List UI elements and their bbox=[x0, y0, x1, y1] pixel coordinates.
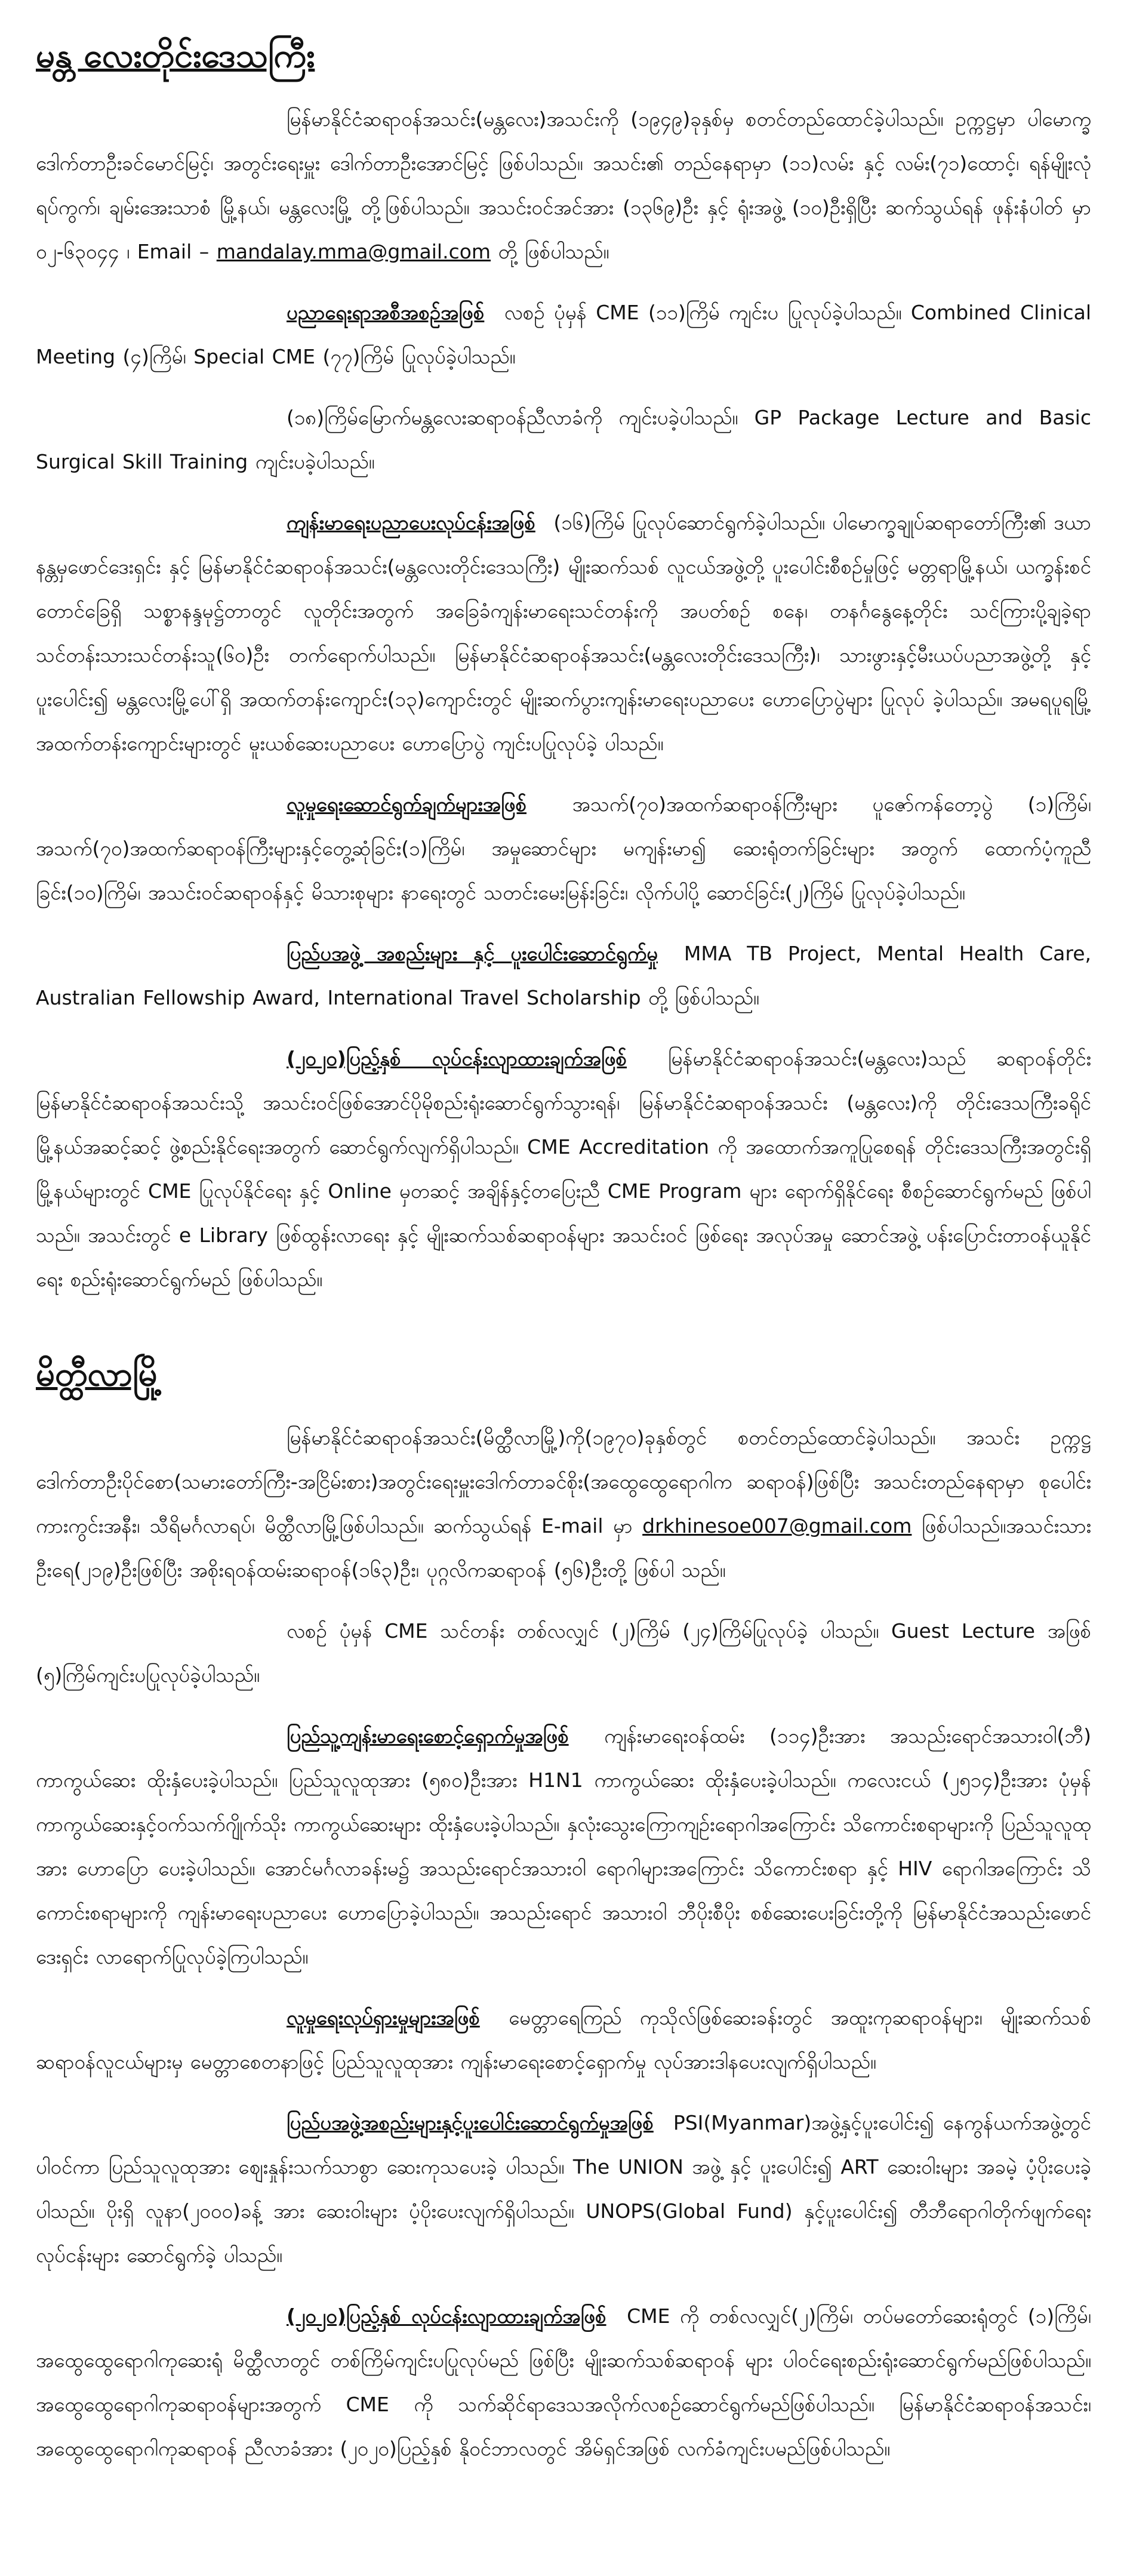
meiktila-social-lead: လူမှုရေးလုပ်ရှားမှုများအဖြစ် bbox=[287, 2006, 480, 2030]
meiktila-partners-lead: ပြည်ပအဖွဲ့အစည်းများနှင့်ပူးပေါင်းဆောင်ရွက်မှုအဖြစ် bbox=[287, 2111, 654, 2135]
mandalay-social-text: အသက်(၇၀)အထက်ဆရာဝန်ကြီးများ ပူဇော်ကန်တော့ပွဲ (၁)ကြိမ်၊ အသက်(၇၀)အထက်ဆရာဝန်ကြီးများနှင့်တွေ့ဆုံခြင်း(၁)ကြိမ်၊ အမှုဆောင်များ မကျန်းမာ၍ ဆေးရုံတက်ခြင်းများ အတွက် ထောက်ပံ့ကူညီခြင်း(၁၀)ကြိမ်၊ အသင်းဝင်ဆရာဝန်နှင့် မိသားစုများ နာရေးတွင် သတင်းမေးမြန်းခြင်း၊ လိုက်ပါပို့ ဆောင်ခြင်း(၂)ကြိမ် ပြုလုပ်ခဲ့ပါသည်။ bbox=[36, 793, 1091, 905]
meiktila-public-health-text: ကျန်းမာရေးဝန်ထမ်း (၁၁၄)ဦးအား အသည်းရောင်အသားဝါ(ဘီ) ကာကွယ်ဆေး ထိုးနှံပေးခဲ့ပါသည်။ ပြည်သူလူထုအား (၅၈၀)ဦးအား H1N1 ကာကွယ်ဆေး ထိုးနှံပေးခဲ့ပါသည်။ ကလေးငယ် (၂၅၁၄)ဦးအား ပုံမှန်ကာကွယ်ဆေးနှင့်ဝက်သက်ဂျိုက်သိုး ကာကွယ်ဆေးများ ထိုးနှံပေးခဲ့ပါသည်။ နှလုံးသွေးကြောကျဉ်းရောဂါအကြောင်း သိကောင်းစရာများကို ပြည်သူလူထုအား ဟောပြော ပေးခဲ့ပါသည်။ အောင်မင်္ဂလာခန်းမ၌ အသည်းရောင်အသားဝါ ရောဂါများအကြောင်း သိကောင်းစရာ နှင့် HIV ရောဂါအကြောင်း သိကောင်းစရာများကို ကျန်းမာရေးပညာပေး ဟောပြောခဲ့ပါသည်။ အသည်းရောင် အသားဝါ ဘီပိုးစီပိုး စစ်ဆေးပေးခြင်းတို့ကို မြန်မာနိုင်ငံအသည်းဖောင်ဒေးရှင်း လာရောက်ပြုလုပ်ခဲ့ကြပါသည်။ bbox=[36, 1724, 1091, 1969]
meiktila-intro-paragraph bbox=[36, 1416, 1091, 1592]
mandalay-partners-text: MMA TB Project, Mental Health Care, Australian Fellowship Award, International Travel Scholarship တို့ ဖြစ်ပါသည်။ bbox=[36, 942, 1091, 1010]
meiktila-education-text: လစဉ် ပုံမှန် CME သင်တန်း တစ်လလျှင် (၂)ကြိမ် (၂၄)ကြိမ်ပြုလုပ်ခဲ့ ပါသည်။ Guest Lecture အဖြစ် (၅)ကြိမ်ကျင်းပပြုလုပ်ခဲ့ပါသည်။ bbox=[36, 1619, 1091, 1687]
meiktila-email: drkhinesoe007@gmail.com bbox=[642, 1514, 912, 1538]
meiktila-social-text: မေတ္တာရေကြည် ကုသိုလ်ဖြစ်ဆေးခန်းတွင် အထူးကုဆရာဝန်များ၊ မျိုးဆက်သစ်ဆရာဝန်လူငယ်များမှ မေတ္တာစေတနာဖြင့် ပြည်သူလူထုအား ကျန်းမာရေးစောင့်ရှောက်မှု လုပ်အားဒါနပေးလျက်ရှိပါသည်။ bbox=[36, 2006, 1091, 2074]
meiktila-partners-paragraph bbox=[36, 2101, 1091, 2278]
mandalay-partners-lead: ပြည်ပအဖွဲ့ အစည်းများ နှင့် ပူးပေါင်းဆောင်ရွက်မှု bbox=[287, 942, 658, 966]
mandalay-health-text: (၁၆)ကြိမ် ပြုလုပ်ဆောင်ရွက်ခဲ့ပါသည်။ ပါမောက္ခချုပ်ဆရာတော်ကြီး၏ ဒယာနန္တမှဖောင်ဒေးရှင်း နှင့် မြန်မာနိုင်ငံဆရာဝန်အသင်း(မန္တလေးတိုင်းဒေသကြီး) မျိုးဆက်သစ် လူငယ်အဖွဲ့တို့ ပူးပေါင်းစီစဉ်မှုဖြင့် မတ္တရာမြို့နယ်၊ ယက္ခန်းစင်တောင်ခြေရှိ သစ္စာနန္ဒမုဋ္ဌ်တာတွင် လူတိုင်းအတွက် အခြေခံကျန်းမာရေးသင်တန်းကို အပတ်စဉ် စနေ၊ တနင်္ဂနွေနေ့တိုင်း သင်ကြားပို့ချခဲ့ရာ သင်တန်းသားသင်တန်းသူ(၆၀)ဦး တက်ရောက်ပါသည်။ မြန်မာနိုင်ငံဆရာဝန်အသင်း(မန္တလေးတိုင်းဒေသကြီး)၊ သားဖွားနှင့်မီးယပ်ပညာအဖွဲ့တို့ နှင့်ပူးပေါင်း၍ မန္တလေးမြို့ပေါ်ရှိ အထက်တန်းကျောင်း(၁၃)ကျောင်းတွင် မျိုးဆက်ပွားကျန်းမာရေးပညာပေး ဟောပြောပွဲများ ပြုလုပ် ခဲ့ပါသည်။ အမရပူရမြို့ အထက်တန်းကျောင်းများတွင် မူးယစ်ဆေးပညာပေး ဟောပြောပွဲ ကျင်းပပြုလုပ်ခဲ့ ပါသည်။ bbox=[36, 511, 1091, 756]
mandalay-intro-text: မြန်မာနိုင်ငံဆရာဝန်အသင်း(မန္တလေး)အသင်းကို (၁၉၄၉)ခုနှစ်မှ စတင်တည်ထောင်ခဲ့ပါသည်။ ဥက္ကဋ္ဌမှာ ပါမောက္ခဒေါက်တာဦးခင်မောင်မြင့်၊ အတွင်းရေးမှူး ဒေါက်တာဦးအောင်မြင့် ဖြစ်ပါသည်။ အသင်း၏ တည်နေရာမှာ (၁၁)လမ်း နှင့် လမ်း(၇၁)ထောင့်၊ ရန်မျိုးလုံရပ်ကွက်၊ ချမ်းအေးသာစံ မြို့နယ်၊ မန္တလေးမြို့ တို့ဖြစ်ပါသည်။ အသင်းဝင်အင်အား (၁၃၆၉)ဦး နှင့် ရုံးအဖွဲ့ (၁၀)ဦးရှိပြီး ဆက်သွယ်ရန် ဖုန်းနံပါတ် မှာ ၀၂-၆၃၀၄၄ ၊ Email – bbox=[36, 107, 1091, 264]
mandalay-health-lead: ကျန်းမာရေးပညာပေးလုပ်ငန်းအဖြစ် bbox=[287, 511, 535, 535]
mandalay-education-paragraph bbox=[36, 291, 1091, 379]
mandalay-intro-paragraph bbox=[36, 97, 1091, 274]
meiktila-intro-tail: ဖြစ်ပါသည်။အသင်းသားဦးရေ(၂၁၉)ဦးဖြစ်ပြီး အစိုးရဝန်ထမ်းဆရာဝန်(၁၆၃)ဦး၊ ပုဂ္ဂလိကဆရာဝန် (၅၆)ဦးတို့ ဖြစ်ပါ သည်။ bbox=[36, 1514, 1091, 1582]
meiktila-social-paragraph bbox=[36, 1996, 1091, 2084]
mandalay-intro-tail: တို့ ဖြစ်ပါသည်။ bbox=[498, 240, 609, 264]
meiktila-intro-text: မြန်မာနိုင်ငံဆရာဝန်အသင်း(မိတ္ထီလာမြို့)ကို(၁၉၇၀)ခုနှစ်တွင် စတင်တည်ထောင်ခဲ့ပါသည်။ အသင်း ဥက္ကဋ္ဌ ဒေါက်တာဦးပိုင်စော(သမားတော်ကြီး-အငြိမ်းစား)အတွင်းရေးမှူးဒေါက်တာခင်စိုး(အထွေထွေရောဂါက ဆရာဝန်)ဖြစ်ပြီး အသင်းတည်နေရာမှာ စုပေါင်းကားကွင်းအနီး၊ သီရိမင်္ဂလာရပ်၊ မိတ္ထီလာမြို့ဖြစ်ပါသည်။ ဆက်သွယ်ရန် E-mail မှာ bbox=[36, 1426, 1091, 1538]
meiktila-education-paragraph bbox=[36, 1609, 1091, 1697]
meiktila-plan-text: CME ကို တစ်လလျှင်(၂)ကြိမ်၊ တပ်မတော်ဆေးရုံတွင် (၁)ကြိမ်၊ အထွေထွေရောဂါကုဆေးရုံ မိတ္ထီလာတွင် တစ်ကြိမ်ကျင်းပပြုလုပ်မည် ဖြစ်ပြီး မျိုးဆက်သစ်ဆရာဝန် များ ပါဝင်ရေးစည်းရုံးဆောင်ရွက်မည်ဖြစ်ပါသည်။ အထွေထွေရောဂါကုဆရာဝန်များအတွက် CME ကို သက်ဆိုင်ရာဒေသအလိုက်လစဉ်ဆောင်ရွက်မည်ဖြစ်ပါသည်။ မြန်မာနိုင်ငံဆရာဝန်အသင်း၊ အထွေထွေရောဂါကုဆရာဝန် ညီလာခံအား (၂၀၂၀)ပြည့်နှစ် နိုဝင်ဘာလတွင် အိမ်ရှင်အဖြစ် လက်ခံကျင်းပမည်ဖြစ်ပါသည်။ bbox=[36, 2304, 1092, 2461]
meiktila-plan-lead: (၂၀၂၀)ပြည့်နှစ် လုပ်ငန်းလျာထားချက်အဖြစ် bbox=[287, 2304, 606, 2328]
mandalay-email: mandalay.mma@gmail.com bbox=[216, 240, 491, 264]
meiktila-section bbox=[36, 1354, 1091, 2471]
mandalay-section bbox=[36, 36, 1091, 1302]
meiktila-plan-paragraph bbox=[36, 2294, 1091, 2471]
meiktila-partners-text: PSI(Myanmar)အဖွဲ့နှင့်ပူးပေါင်း၍ နေကွန်ယက်အဖွဲ့တွင် ပါဝင်ကာ ပြည်သူလူထုအား ဈေးနှုန်းသက်သာစွာ ဆေးကုသပေးခဲ့ ပါသည်။ The UNION အဖွဲ့ နှင့် ပူးပေါင်း၍ ART ဆေးဝါးများ အခမဲ့ ပံ့ပိုးပေးခဲ့ ပါသည်။ ပိုးရှိ လူနာ(၂၀၀၀)ခန့် အား ဆေးဝါးများ ပံ့ပိုးပေးလျက်ရှိပါသည်။ UNOPS(Global Fund) နှင့်ပူးပေါင်း၍ တီဘီရောဂါတိုက်ဖျက်ရေးလုပ်ငန်းများ ဆောင်ရွက်ခဲ့ ပါသည်။ bbox=[36, 2111, 1091, 2267]
mandalay-education-lead: ပညာရေးရာအစီအစဉ်အဖြစ် bbox=[287, 301, 485, 325]
mandalay-education-text-2: (၁၈)ကြိမ်မြောက်မန္တလေးဆရာဝန်ညီလာခံကို ကျင်းပခဲ့ပါသည်။ GP Package Lecture and Basic Surgical Skill Training ကျင်းပခဲ့ပါသည်။ bbox=[36, 406, 1091, 474]
mandalay-plan-text: မြန်မာနိုင်ငံဆရာဝန်အသင်း(မန္တလေး)သည် ဆရာဝန်တိုင်းမြန်မာနိုင်ငံဆရာဝန်အသင်းသို့ အသင်းဝင်ဖြစ်အောင်ပိုမိုစည်းရုံးဆောင်ရွက်သွားရန်၊ မြန်မာနိုင်ငံဆရာဝန်အသင်း (မန္တလေး)ကို တိုင်းဒေသကြီးခရိုင်မြို့နယ်အဆင့်ဆင့် ဖွဲ့စည်းနိုင်ရေးအတွက် ဆောင်ရွက်လျက်ရှိပါသည်။ CME Accreditation ကို အထောက်အကူပြုစေရန် တိုင်းဒေသကြီးအတွင်းရှိ မြို့နယ်များတွင် CME ပြုလုပ်နိုင်ရေး နှင့် Online မှတဆင့် အချိန်နှင့်တပြေးညီ CME Program များ ရောက်ရှိနိုင်ရေး စီစဉ်ဆောင်ရွက်မည် ဖြစ်ပါ သည်။ အသင်းတွင် e Library ဖြစ်ထွန်းလာရေး နှင့် မျိုးဆက်သစ်ဆရာဝန်များ အသင်းဝင် ဖြစ်ရေး အလုပ်အမှု ဆောင်အဖွဲ့ ပန်းပြောင်းတာဝန်ယူနိုင်ရေး စည်းရုံးဆောင်ရွက်မည် ဖြစ်ပါသည်။ bbox=[36, 1047, 1091, 1292]
mandalay-partners-paragraph bbox=[36, 932, 1091, 1020]
meiktila-heading: မိတ္ထီလာမြို့ bbox=[36, 1355, 163, 1394]
mandalay-social-lead: လူမှုရေးဆောင်ရွက်ချက်များအဖြစ် bbox=[287, 793, 527, 816]
mandalay-health-paragraph bbox=[36, 501, 1091, 766]
mandalay-plan-paragraph bbox=[36, 1037, 1091, 1302]
mandalay-education-text: လစဉ် ပုံမှန် CME (၁၁)ကြိမ် ကျင်းပ ပြုလုပ်ခဲ့ပါသည်။ Combined Clinical Meeting (၄)ကြိမ်၊ Special CME (၇၇)ကြိမ် ပြုလုပ်ခဲ့ပါသည်။ bbox=[36, 301, 1091, 369]
meiktila-public-health-paragraph bbox=[36, 1714, 1091, 1979]
mandalay-heading: မန္တ လေးတိုင်းဒေသကြီး bbox=[36, 36, 315, 75]
mandalay-plan-lead: (၂၀၂၀)ပြည့်နှစ် လုပ်ငန်းလျာထားချက်အဖြစ် bbox=[287, 1047, 627, 1071]
mandalay-social-paragraph bbox=[36, 782, 1091, 915]
meiktila-public-health-lead: ပြည်သူ့ကျန်းမာရေးစောင့်ရှောက်မှုအဖြစ် bbox=[287, 1724, 569, 1748]
mandalay-education-paragraph-2 bbox=[36, 396, 1091, 484]
section-spacer bbox=[36, 1318, 1091, 1354]
